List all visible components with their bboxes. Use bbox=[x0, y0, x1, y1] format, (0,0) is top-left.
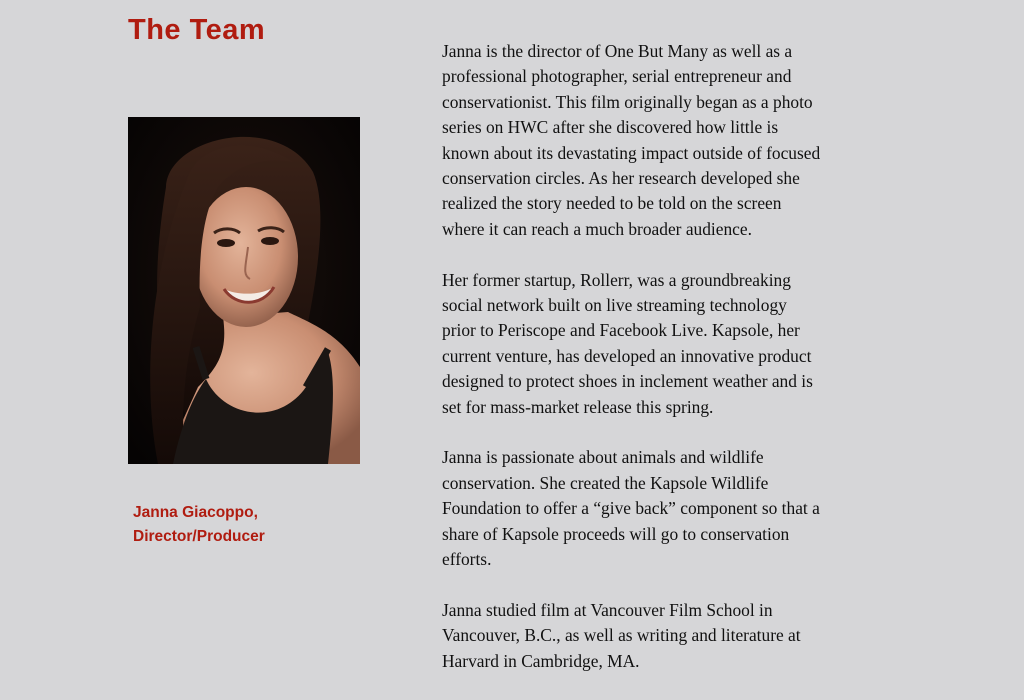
bio-paragraph: Janna is the director of One But Many as well as a professional photographer, serial entrepreneur and conservationist. This film originally began as a photo series on HWC after she discovered how little is known about its devastating impact outside of focused conservation circles. As her research developed she realized the story needed to be told on the screen where it can reach a much broader audience. bbox=[442, 41, 821, 239]
bio-paragraph: Her former startup, Rollerr, was a groundbreaking social network built on live streaming technology prior to Periscope and Facebook Live. Kapsole, her current venture, has developed an innovative product designed to protect shoes in inclement weather and is set for mass-market release this spring. bbox=[442, 269, 813, 417]
page-title: The Team bbox=[128, 14, 266, 46]
photo-caption bbox=[133, 501, 265, 549]
portrait-photo bbox=[128, 117, 360, 464]
bio-paragraph: Janna is passionate about animals and wildlife conservation. She created the Kapsole Wildlife Foundation to offer a “give back” component so that a share of Kapsole proceeds will go to conservation efforts. bbox=[442, 447, 820, 570]
bio-text bbox=[442, 39, 922, 700]
caption-name: Janna Giacoppo, bbox=[133, 504, 258, 521]
bio-paragraph: Janna studied film at Vancouver Film School in Vancouver, B.C., as well as writing and literature at Harvard in Cambridge, MA. bbox=[442, 599, 801, 671]
caption-role: Director/Producer bbox=[133, 528, 265, 545]
